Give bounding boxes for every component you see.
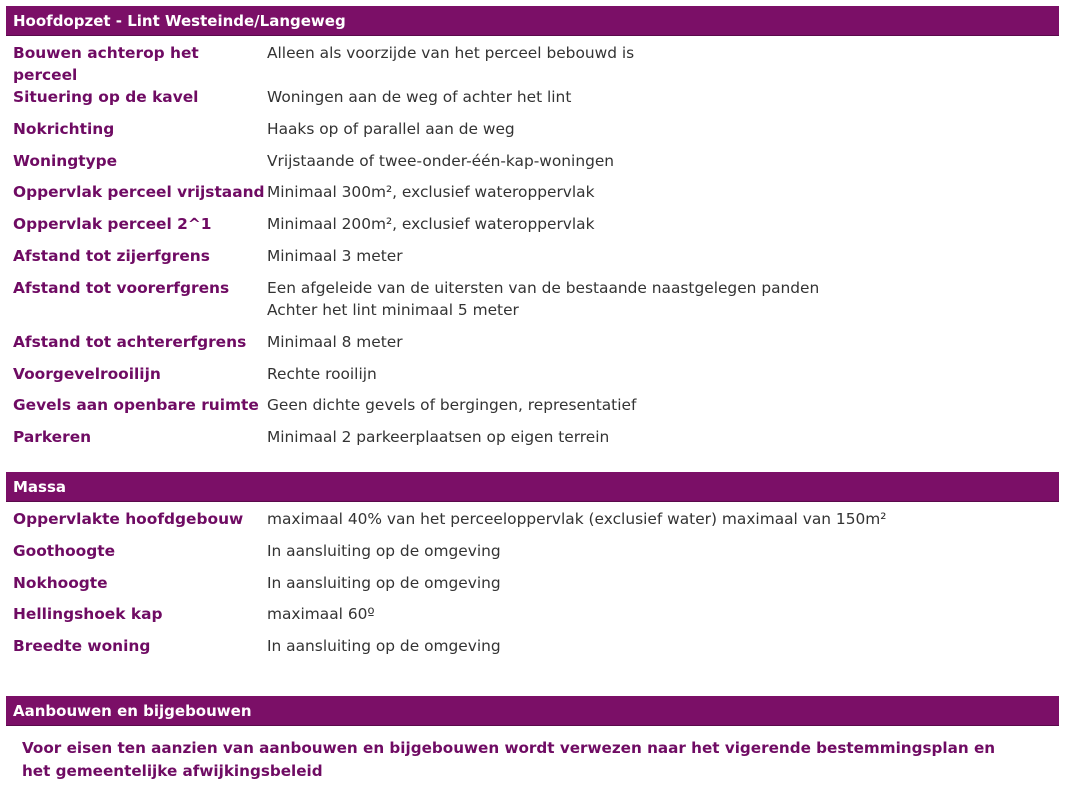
section-header-massa: Massa (6, 472, 1059, 502)
table-hoofdopzet (6, 36, 1059, 458)
row-label: Woningtype (13, 151, 118, 170)
row-value: Minimaal 200m², exclusief wateroppervlak (267, 215, 595, 234)
row-label: Bouwen achterop het perceel (13, 44, 199, 84)
table-row (6, 426, 1059, 458)
row-value: Geen dichte gevels of bergingen, representatief (267, 396, 637, 415)
section-note: Voor eisen ten aanzien van aanbouwen en bijgebouwen wordt verwezen naar het vigerende bestemmingsplan en het gemeentelijke afwijkingsbeleid (22, 739, 996, 780)
row-value: Rechte rooilijn (267, 364, 377, 383)
table-row (6, 245, 1059, 277)
table-row (6, 181, 1059, 213)
row-label: Afstand tot voorerfgrens (13, 278, 230, 297)
row-label: Afstand tot achtererfgrens (13, 332, 247, 351)
table-row (6, 635, 1059, 667)
table-row (6, 277, 1059, 331)
row-value: maximaal 60º (267, 605, 375, 624)
row-label: Oppervlakte hoofdgebouw (13, 510, 244, 528)
row-label: Oppervlak perceel vrijstaand (13, 183, 265, 202)
row-value: In aansluiting op de omgeving (267, 637, 501, 656)
row-value: Minimaal 2 parkeerplaatsen op eigen terrein (267, 428, 610, 447)
table-row (6, 572, 1059, 604)
section-massa (6, 472, 1059, 667)
row-value: Woningen aan de weg of achter het lint (267, 88, 572, 106)
section-aanbouwen (6, 696, 1059, 783)
table-row (6, 508, 1059, 540)
row-label: Parkeren (13, 428, 92, 447)
table-row (6, 331, 1059, 363)
table-row (6, 213, 1059, 245)
row-label: Nokrichting (13, 119, 115, 138)
section-header-aanbouwen: Aanbouwen en bijgebouwen (6, 696, 1059, 726)
row-label: Goothoogte (13, 541, 116, 560)
row-value: In aansluiting op de omgeving (267, 541, 501, 560)
row-label: Afstand tot zijerfgrens (13, 246, 210, 265)
row-label: Voorgevelrooilijn (13, 364, 161, 383)
table-massa (6, 502, 1059, 667)
table-row (6, 86, 1059, 118)
table-row (6, 42, 1059, 86)
section-header-hoofdopzet: Hoofdopzet - Lint Westeinde/Langeweg (6, 6, 1059, 36)
row-value: Minimaal 300m², exclusief wateroppervlak (267, 183, 595, 202)
section-hoofdopzet (6, 6, 1059, 458)
table-row (6, 394, 1059, 426)
table-row (6, 150, 1059, 182)
row-label: Breedte woning (13, 637, 151, 656)
row-label: Oppervlak perceel 2^1 (13, 215, 212, 234)
table-row (6, 540, 1059, 572)
table-row (6, 118, 1059, 150)
row-value: In aansluiting op de omgeving (267, 573, 501, 592)
row-value: Haaks op of parallel aan de weg (267, 119, 515, 138)
table-row (6, 363, 1059, 395)
row-value: Minimaal 3 meter (267, 246, 403, 265)
row-value: maximaal 40% van het perceeloppervlak (exclusief water) maximaal van 150m² (267, 510, 887, 528)
row-label: Nokhoogte (13, 573, 108, 592)
row-value: Vrijstaande of twee-onder-één-kap-woningen (267, 151, 615, 170)
table-row (6, 603, 1059, 635)
row-value: Alleen als voorzijde van het perceel bebouwd is (267, 44, 635, 62)
row-label: Situering op de kavel (13, 88, 199, 106)
row-value: Een afgeleide van de uitersten van de bestaande naastgelegen panden Achter het lint minimaal 5 meter (267, 278, 820, 319)
row-value: Minimaal 8 meter (267, 332, 403, 351)
row-label: Gevels aan openbare ruimte (13, 396, 259, 415)
row-label: Hellingshoek kap (13, 605, 163, 624)
